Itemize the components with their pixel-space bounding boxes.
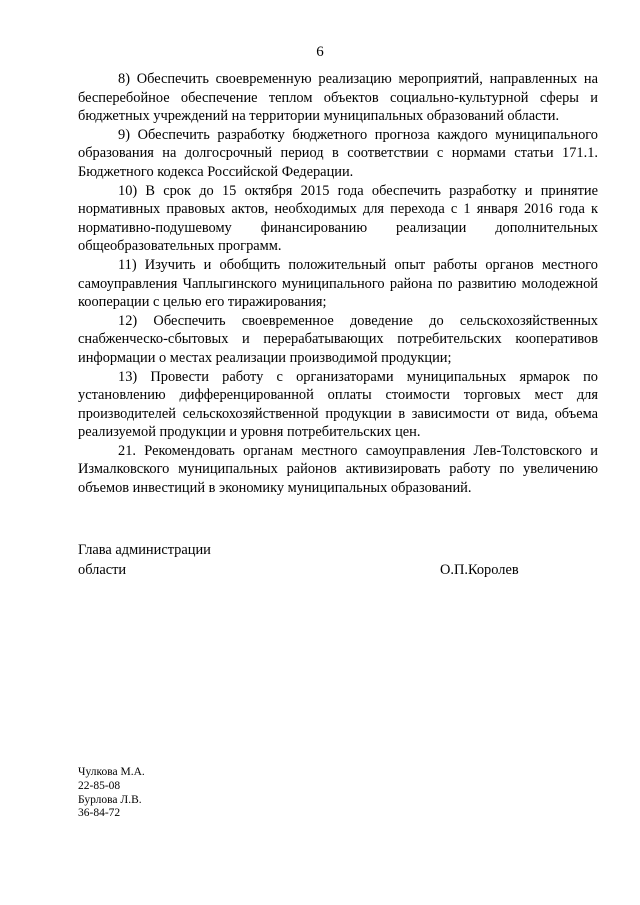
signature-name: О.П.Королев — [440, 562, 519, 578]
page-number: 6 — [316, 44, 324, 60]
contact-phone-2: 36-84-72 — [78, 807, 121, 820]
contact-name-1: Чулкова М.А. — [78, 766, 145, 778]
document-body — [78, 70, 598, 498]
paragraph-21: 21. Рекомендовать органам местного самоуправления Лев-Толстовского и Измалковского муниципальных районов активизировать работу по увеличению объемов инвестиций в экономику муниципальных образований. — [78, 442, 598, 497]
paragraph-11: 11) Изучить и обобщить положительный опыт работы органов местного самоуправления Чаплыгинского муниципального района по развитию молодежной кооперации с целью его тиражирования; — [78, 256, 598, 311]
signature-title-line2: области — [78, 562, 127, 578]
contact-name-2: Бурлова Л.В. — [78, 793, 142, 806]
paragraph-12: 12) Обеспечить своевременное доведение до сельскохозяйственных снабженческо-сбытовых и перерабатывающих потребительских кооперативов информации о местах реализации производимой продукции; — [78, 312, 598, 366]
contact-phone-1: 22-85-08 — [78, 779, 121, 792]
signature-title — [78, 540, 598, 580]
signature-title-line1: Глава администрации — [78, 542, 211, 558]
paragraph-13: 13) Провести работу с организаторами муниципальных ярмарок по установлению дифференцированной оплаты стоимости торговых мест для производителей сельскохозяйственной продукции в зависимости от вида, объема реализуемой продукции и уровня потребительских цен. — [78, 368, 598, 441]
paragraph-8: 8) Обеспечить своевременную реализацию мероприятий, направленных на бесперебойное обеспечение теплом объектов социально-культурной сферы и бюджетных учреждений на территории муниципальных образований области. — [78, 71, 598, 125]
contacts-block — [78, 766, 145, 821]
paragraph-9: 9) Обеспечить разработку бюджетного прогноза каждого муниципального образования на долгосрочный период в соответствии с нормами статьи 171.1. Бюджетного кодекса Российской Федерации. — [78, 126, 598, 180]
paragraph-10: 10) В срок до 15 октября 2015 года обеспечить разработку и принятие нормативных правовых актов, необходимых для перехода с 1 января 2016 года к нормативно-подушевому финансированию реализации дополнительных общеобразовательных программ. — [78, 182, 598, 255]
